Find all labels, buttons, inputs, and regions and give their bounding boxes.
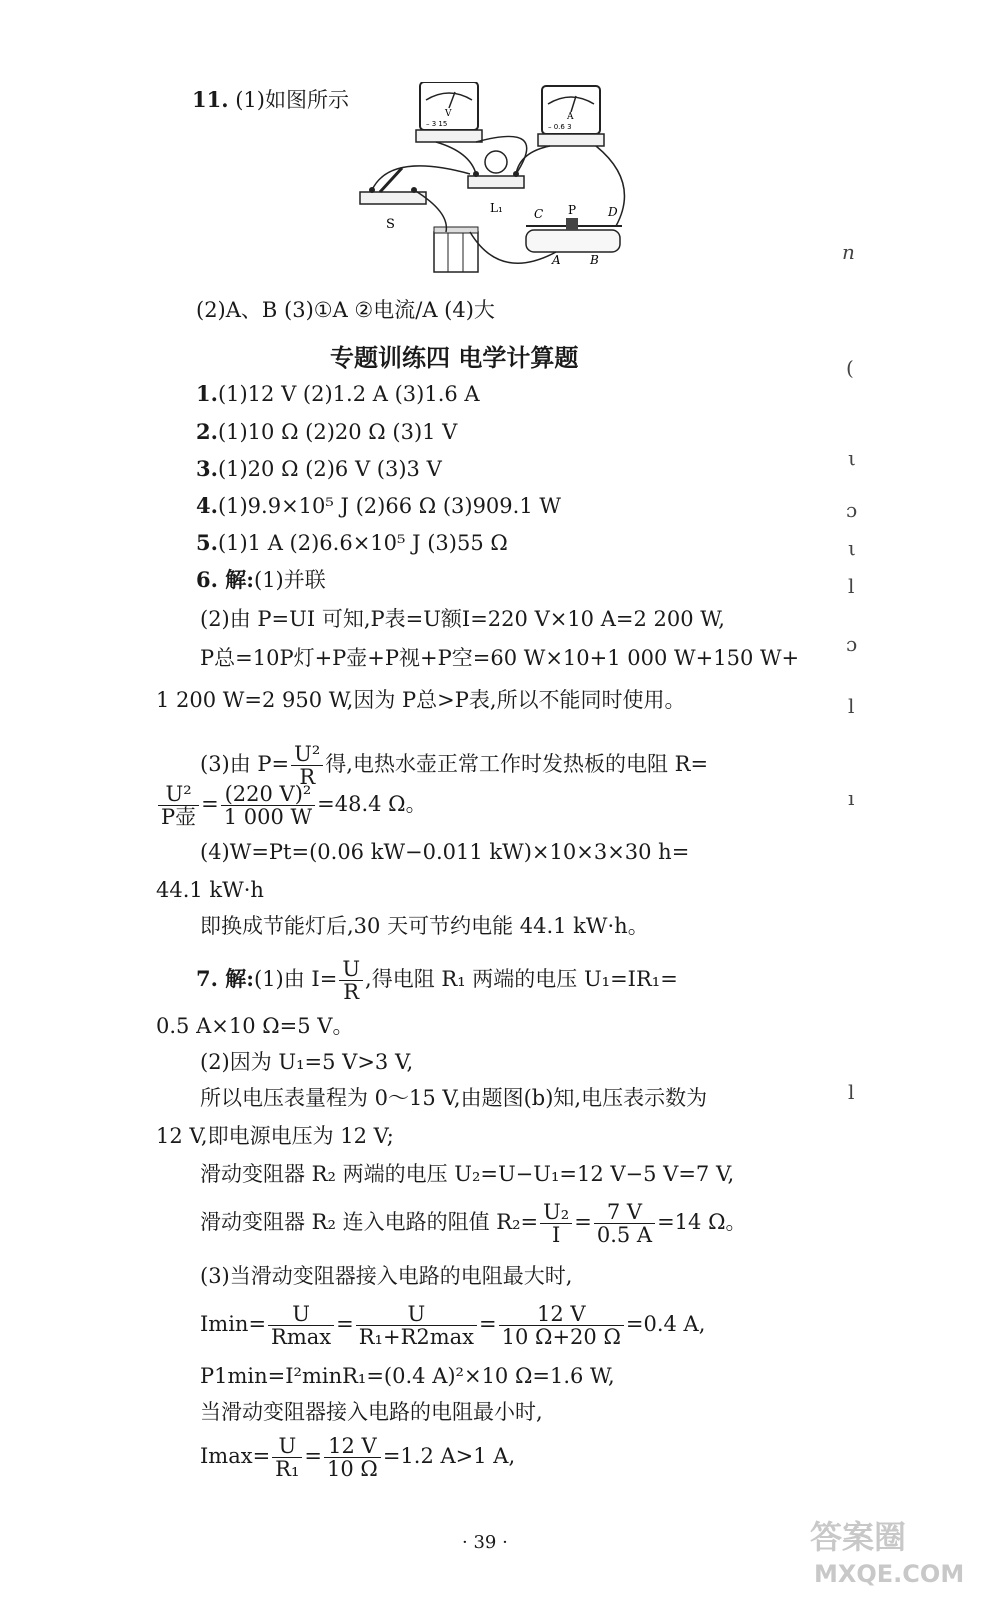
q11-part2: (2)A、B (3)①A ②电流/A (4)大 xyxy=(196,298,495,322)
q7-line9: Imin= $\frac{U}{Rmax}$ = $\frac{U}{\text{R₁+R2max}}$ = $\frac{12 V}{10 \Omega+20 \Omega}$ =0.4 A, xyxy=(200,1302,706,1349)
denominator: P壶 xyxy=(161,805,197,829)
lamp-label: L₁ xyxy=(490,201,503,215)
edge-mark: l xyxy=(848,694,855,718)
terminal-a-label: A xyxy=(552,253,561,267)
ammeter xyxy=(538,86,604,146)
q11-number: 11. xyxy=(192,87,229,112)
q7-l9-tail: =0.4 A, xyxy=(625,1312,706,1336)
circuit-diagram xyxy=(350,82,640,282)
answer-text: (1)12 V (2)1.2 A (3)1.6 A xyxy=(217,382,480,406)
numerator: U xyxy=(268,1303,334,1326)
numerator: 7 V xyxy=(594,1201,655,1224)
answer-number: 1. xyxy=(196,381,218,406)
section-title: 专题训练四 电学计算题 xyxy=(330,344,579,372)
fraction xyxy=(594,1201,655,1246)
numerator: U xyxy=(272,1435,302,1458)
ammeter-label: A xyxy=(567,112,574,122)
fraction xyxy=(324,1435,381,1480)
answer-number: 3. xyxy=(196,456,218,481)
fraction xyxy=(221,783,315,828)
edge-mark: ɔ xyxy=(846,632,858,656)
switch xyxy=(360,168,426,232)
edge-mark: ɔ xyxy=(846,498,858,522)
fraction xyxy=(272,1435,302,1480)
q6-line8: 44.1 kW·h xyxy=(156,878,264,902)
edge-mark: ι xyxy=(848,446,856,470)
numerator: U xyxy=(356,1303,477,1326)
q6-l5a: (3)由 P= xyxy=(200,752,290,776)
voltmeter-label: V xyxy=(445,109,452,119)
fraction xyxy=(499,1303,624,1348)
edge-mark: ( xyxy=(846,356,854,380)
q7-l12a: Imax= xyxy=(200,1444,271,1468)
terminal-d-label: D xyxy=(608,205,618,219)
q7-line7: 滑动变阻器 R₂ 连入电路的阻值 R₂= $\frac{\text{U₂}}{I}$ = $\frac{7 V}{0.5 A}$ =14 Ω。 xyxy=(200,1200,747,1247)
q7-l7-tail: =14 Ω。 xyxy=(657,1210,747,1234)
q7-line2: 0.5 A×10 Ω=5 V。 xyxy=(156,1014,354,1038)
numerator: 12 V xyxy=(499,1303,624,1326)
page-number: · 39 · xyxy=(462,1532,508,1553)
slider-p-label: P xyxy=(568,203,577,217)
numerator: 12 V xyxy=(324,1435,381,1458)
numerator: U₂ xyxy=(540,1201,572,1224)
denominator: 10 Ω+20 Ω xyxy=(501,1325,621,1349)
answer-text: (1)10 Ω (2)20 Ω (3)1 V xyxy=(217,420,458,444)
answer-text: (1)1 A (2)6.6×10⁵ J (3)55 Ω xyxy=(217,531,508,555)
denominator: 10 Ω xyxy=(327,1457,378,1481)
watermark-bottom-text: MXQE.COM xyxy=(814,1560,965,1588)
q11-header xyxy=(192,86,349,114)
answer-item xyxy=(196,529,508,557)
q7-l1b: ,得电阻 R₁ 两端的电压 U₁=IR₁= xyxy=(365,967,678,991)
answer-text: (1)20 Ω (2)6 V (3)3 V xyxy=(217,457,442,481)
terminal-b-label: B xyxy=(590,253,599,267)
watermark-top-text: 答案圈 xyxy=(810,1518,907,1556)
q7-line10: P1min=I²minR₁=(0.4 A)²×10 Ω=1.6 W, xyxy=(200,1364,615,1388)
answer-item xyxy=(196,380,480,408)
denominator: R xyxy=(299,765,316,789)
q7-line5: 12 V,即电源电压为 12 V; xyxy=(156,1124,394,1148)
numerator: U² xyxy=(158,783,199,806)
q6-l5b: 得,电热水壶正常工作时发热板的电阻 R= xyxy=(325,752,709,776)
q7-line3: (2)因为 U₁=5 V>3 V, xyxy=(200,1050,414,1074)
q6-line3: P总=10P灯+P壶+P视+P空=60 W×10+1 000 W+150 W+ xyxy=(200,646,800,670)
numerator: U² xyxy=(291,743,323,766)
voltmeter xyxy=(416,82,482,142)
terminal-c-label: C xyxy=(534,207,544,221)
denominator: R₁+R2max xyxy=(358,1325,475,1349)
q7-line12: Imax= $\frac{U}{\text{R₁}}$ = $\frac{12 V}{10 \Omega}$ =1.2 A>1 A, xyxy=(200,1434,516,1481)
fraction xyxy=(268,1303,334,1348)
answer-number: 2. xyxy=(196,419,218,444)
q7-line1 xyxy=(196,955,678,1003)
fraction xyxy=(158,783,199,828)
edge-mark: l xyxy=(848,1080,855,1104)
q7-l1a: (1)由 I= xyxy=(254,967,338,991)
q6-line2: (2)由 P=UI 可知,P表=U额I=220 V×10 A=2 200 W, xyxy=(200,607,725,631)
answer-item xyxy=(196,492,561,520)
switch-label: S xyxy=(386,217,395,232)
q6-line7: (4)W=Pt=(0.06 kW−0.011 kW)×10×3×30 h= xyxy=(200,840,690,864)
q7-l7a: 滑动变阻器 R₂ 连入电路的阻值 R₂= xyxy=(200,1210,539,1234)
q7-line8: (3)当滑动变阻器接入电路的电阻最大时, xyxy=(200,1264,573,1288)
numerator: U xyxy=(339,958,363,981)
q6-l6-tail: =48.4 Ω。 xyxy=(317,792,427,816)
fraction xyxy=(339,958,363,1003)
q6-line9: 即换成节能灯后,30 天可节约电能 44.1 kW·h。 xyxy=(200,914,649,938)
answer-item xyxy=(196,455,442,483)
q6-line1 xyxy=(196,566,326,594)
denominator: Rmax xyxy=(271,1325,332,1349)
q7-line11: 当滑动变阻器接入电路的电阻最小时, xyxy=(200,1400,543,1424)
q6-head: 6. 解: xyxy=(196,567,254,592)
answer-item xyxy=(196,418,457,446)
ammeter-scale: – 0.6 3 xyxy=(548,123,572,131)
edge-mark: l xyxy=(848,574,855,598)
rheostat xyxy=(526,203,622,267)
q7-l12-tail: =1.2 A>1 A, xyxy=(382,1444,516,1468)
q6-l1: (1)并联 xyxy=(254,568,326,592)
answer-number: 4. xyxy=(196,493,218,518)
answer-number: 5. xyxy=(196,530,218,555)
denominator: R xyxy=(343,980,360,1004)
q11-part1: (1)如图所示 xyxy=(235,88,349,112)
denominator: 1 000 W xyxy=(223,805,313,829)
voltmeter-scale: – 3 15 xyxy=(426,120,448,128)
q6-line6: $\frac{\text{U²}}{\text{P壶}}$ = $\frac{\text{(220 V)²}}{1 000 W}$ =48.4 Ω。 xyxy=(156,780,427,828)
denominator: R₁ xyxy=(275,1457,300,1481)
q7-line4: 所以电压表量程为 0～15 V,由题图(b)知,电压表示数为 xyxy=(200,1086,708,1110)
answer-text: (1)9.9×10⁵ J (2)66 Ω (3)909.1 W xyxy=(217,494,561,518)
lamp xyxy=(468,151,524,215)
watermark-logo xyxy=(802,1510,982,1590)
numerator: (220 V)² xyxy=(221,783,315,806)
q7-l9a: Imin= xyxy=(200,1312,267,1336)
fraction xyxy=(356,1303,477,1348)
q6-line4: 1 200 W=2 950 W,因为 P总>P表,所以不能同时使用。 xyxy=(156,688,686,712)
edge-mark: ı xyxy=(848,786,855,810)
edge-mark: ι xyxy=(848,536,856,560)
fraction xyxy=(540,1201,572,1246)
q7-head: 7. 解: xyxy=(196,966,254,991)
denominator: 0.5 A xyxy=(596,1223,653,1247)
q7-line6: 滑动变阻器 R₂ 两端的电压 U₂=U−U₁=12 V−5 V=7 V, xyxy=(200,1162,735,1186)
denominator: I xyxy=(552,1223,561,1247)
edge-mark: n xyxy=(842,240,855,264)
